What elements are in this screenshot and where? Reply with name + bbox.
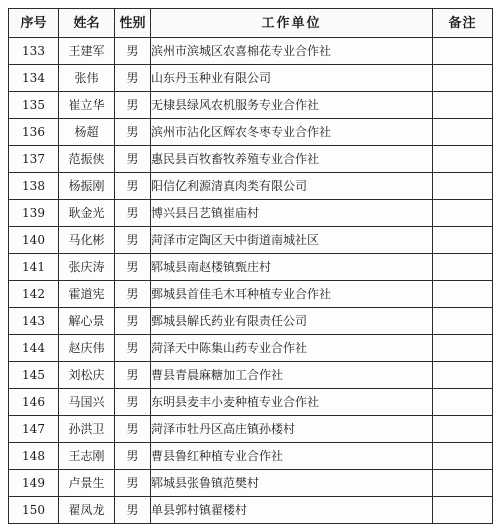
cell-name: 耿金光 [59, 200, 115, 227]
cell-name: 马化彬 [59, 227, 115, 254]
cell-sex: 男 [115, 227, 151, 254]
header-name: 姓名 [59, 9, 115, 38]
cell-no: 133 [9, 38, 59, 65]
cell-name: 杨振刚 [59, 173, 115, 200]
cell-no: 144 [9, 335, 59, 362]
cell-no: 135 [9, 92, 59, 119]
table-row [9, 497, 493, 524]
table-row [9, 308, 493, 335]
cell-unit: 郓城县张鲁镇范樊村 [151, 470, 433, 497]
table-row [9, 335, 493, 362]
cell-note [433, 227, 493, 254]
cell-name: 范振侠 [59, 146, 115, 173]
cell-unit: 鄄城县首佳毛木耳种植专业合作社 [151, 281, 433, 308]
cell-name: 解心景 [59, 308, 115, 335]
cell-sex: 男 [115, 362, 151, 389]
cell-name: 孙洪卫 [59, 416, 115, 443]
cell-unit: 郓城县南赵楼镇甄庄村 [151, 254, 433, 281]
cell-sex: 男 [115, 146, 151, 173]
cell-unit: 菏泽市牡丹区高庄镇孙楼村 [151, 416, 433, 443]
table-row [9, 119, 493, 146]
cell-note [433, 389, 493, 416]
cell-unit: 滨州市沾化区辉农冬枣专业合作社 [151, 119, 433, 146]
cell-note [433, 92, 493, 119]
cell-note [433, 470, 493, 497]
table-row [9, 38, 493, 65]
cell-note [433, 254, 493, 281]
header-row [9, 9, 493, 38]
cell-no: 149 [9, 470, 59, 497]
cell-unit: 单县郭村镇翟楼村 [151, 497, 433, 524]
cell-no: 134 [9, 65, 59, 92]
cell-sex: 男 [115, 119, 151, 146]
cell-sex: 男 [115, 38, 151, 65]
table-row [9, 92, 493, 119]
cell-sex: 男 [115, 173, 151, 200]
cell-unit: 滨州市滨城区农喜棉花专业合作社 [151, 38, 433, 65]
cell-unit: 无棣县绿风农机服务专业合作社 [151, 92, 433, 119]
table-row [9, 362, 493, 389]
table-row [9, 443, 493, 470]
cell-unit: 山东丹玉种业有限公司 [151, 65, 433, 92]
cell-no: 148 [9, 443, 59, 470]
cell-name: 崔立华 [59, 92, 115, 119]
header-no: 序号 [9, 9, 59, 38]
cell-sex: 男 [115, 497, 151, 524]
cell-note [433, 416, 493, 443]
cell-name: 张庆涛 [59, 254, 115, 281]
cell-name: 杨超 [59, 119, 115, 146]
cell-name: 赵庆伟 [59, 335, 115, 362]
cell-no: 146 [9, 389, 59, 416]
roster-sheet [8, 8, 492, 524]
cell-unit: 博兴县吕艺镇崔庙村 [151, 200, 433, 227]
cell-unit: 惠民县百牧畜牧养殖专业合作社 [151, 146, 433, 173]
table-row [9, 281, 493, 308]
cell-no: 150 [9, 497, 59, 524]
cell-sex: 男 [115, 470, 151, 497]
cell-no: 140 [9, 227, 59, 254]
cell-sex: 男 [115, 308, 151, 335]
cell-name: 王建军 [59, 38, 115, 65]
cell-unit: 曹县青晨麻糖加工合作社 [151, 362, 433, 389]
cell-name: 卢景生 [59, 470, 115, 497]
cell-note [433, 146, 493, 173]
cell-no: 139 [9, 200, 59, 227]
cell-unit: 菏泽天中陈集山药专业合作社 [151, 335, 433, 362]
table-row [9, 227, 493, 254]
cell-note [433, 362, 493, 389]
cell-sex: 男 [115, 389, 151, 416]
cell-no: 143 [9, 308, 59, 335]
cell-note [433, 443, 493, 470]
cell-name: 马国兴 [59, 389, 115, 416]
cell-note [433, 65, 493, 92]
cell-note [433, 497, 493, 524]
cell-name: 张伟 [59, 65, 115, 92]
table-row [9, 470, 493, 497]
cell-name: 翟凤龙 [59, 497, 115, 524]
cell-no: 137 [9, 146, 59, 173]
cell-sex: 男 [115, 281, 151, 308]
table-row [9, 200, 493, 227]
cell-no: 141 [9, 254, 59, 281]
cell-sex: 男 [115, 200, 151, 227]
table-row [9, 146, 493, 173]
cell-unit: 东明县麦丰小麦种植专业合作社 [151, 389, 433, 416]
cell-sex: 男 [115, 92, 151, 119]
table-row [9, 254, 493, 281]
header-sex: 性别 [115, 9, 151, 38]
cell-name: 刘松庆 [59, 362, 115, 389]
cell-sex: 男 [115, 254, 151, 281]
cell-unit: 阳信亿利源清真肉类有限公司 [151, 173, 433, 200]
cell-sex: 男 [115, 65, 151, 92]
cell-no: 142 [9, 281, 59, 308]
cell-note [433, 281, 493, 308]
roster-table [8, 8, 493, 524]
cell-no: 138 [9, 173, 59, 200]
header-note: 备注 [433, 9, 493, 38]
cell-note [433, 173, 493, 200]
header-unit: 工作单位 [151, 9, 433, 38]
table-row [9, 65, 493, 92]
cell-sex: 男 [115, 335, 151, 362]
roster-body [9, 38, 493, 524]
cell-note [433, 335, 493, 362]
cell-name: 霍道宪 [59, 281, 115, 308]
cell-name: 王志刚 [59, 443, 115, 470]
cell-sex: 男 [115, 416, 151, 443]
table-row [9, 389, 493, 416]
cell-note [433, 308, 493, 335]
cell-unit: 鄄城县解氏药业有限责任公司 [151, 308, 433, 335]
cell-no: 145 [9, 362, 59, 389]
cell-note [433, 200, 493, 227]
cell-no: 147 [9, 416, 59, 443]
cell-unit: 曹县鲁红种植专业合作社 [151, 443, 433, 470]
cell-note [433, 119, 493, 146]
table-row [9, 416, 493, 443]
cell-unit: 菏泽市定陶区天中街道南城社区 [151, 227, 433, 254]
cell-sex: 男 [115, 443, 151, 470]
cell-note [433, 38, 493, 65]
table-row [9, 173, 493, 200]
cell-no: 136 [9, 119, 59, 146]
